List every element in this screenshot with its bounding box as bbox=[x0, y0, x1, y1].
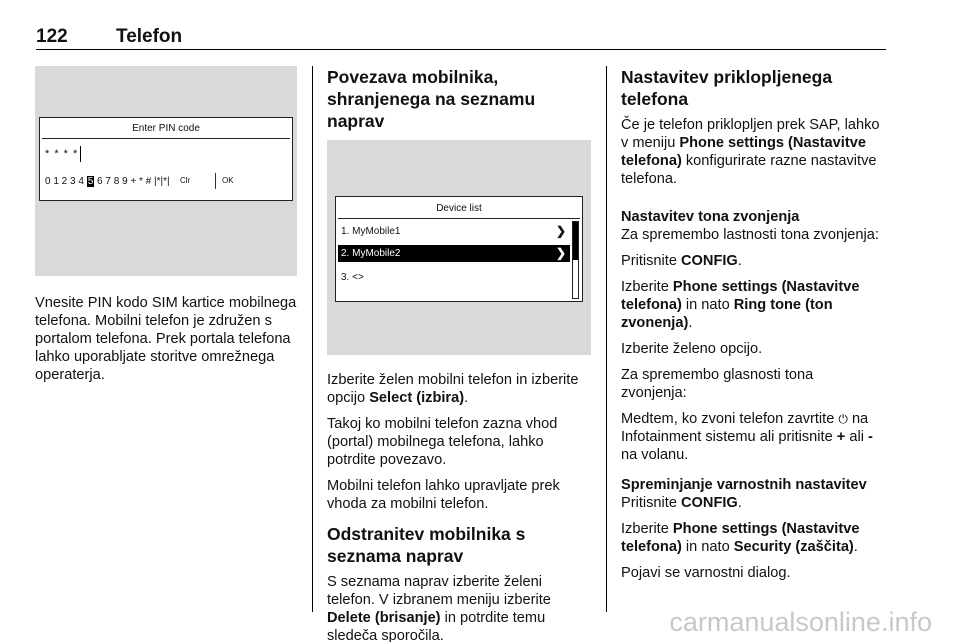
pin-keypad: 0 1 2 3 4 5 6 7 8 9 + * # |*|*| bbox=[45, 176, 170, 187]
device-list-title: Device list bbox=[436, 203, 482, 214]
divider bbox=[338, 218, 580, 219]
device-list-item: 1. MyMobile1 ❯ bbox=[341, 224, 566, 238]
column-divider bbox=[312, 66, 313, 612]
device-list-screen-image bbox=[327, 140, 591, 355]
selected-key: 5 bbox=[87, 176, 94, 187]
pin-entry-field: * * * * bbox=[45, 146, 81, 162]
paragraph: Za spremembo glasnosti tona zvonjenja: bbox=[621, 367, 814, 401]
divider bbox=[215, 173, 216, 189]
chapter-title: Telefon bbox=[116, 26, 183, 47]
paragraph: Če je telefon priklopljen prek SAP, lahko v meniju Phone settings (Nastavitve telefona) konfigurirate razne nastavitve telefona. bbox=[621, 117, 880, 187]
paragraph: Izberite želeno opcijo. bbox=[621, 341, 763, 357]
subheading: Nastavitev tona zvonjenja bbox=[621, 209, 800, 225]
pin-dialog bbox=[39, 117, 293, 201]
paragraph: Izberite Phone settings (Nastavitve telefona) in nato Ring tone (ton zvonenja). bbox=[621, 279, 860, 331]
subheading: Spreminjanje varnostnih nastavitev bbox=[621, 477, 867, 493]
pin-dialog-title: Enter PIN code bbox=[132, 123, 200, 134]
paragraph: Pojavi se varnostni dialog. bbox=[621, 565, 791, 581]
watermark: carmanualsonline.info bbox=[669, 607, 932, 637]
header-rule bbox=[36, 49, 886, 50]
section-heading: Nastavitev priklopljenega telefona bbox=[621, 67, 833, 109]
paragraph: Medtem, ko zvoni telefon zavrtite ⏻ na Infotainment sistemu ali pritisnite + ali - na volanu. bbox=[621, 411, 873, 463]
paragraph: Pritisnite CONFIG. bbox=[621, 253, 742, 269]
paragraph: S seznama naprav izberite želeni telefon. V izbranem meniju izberite Delete (brisanje) in potrdite temu sledeča sporočila. bbox=[327, 574, 551, 642]
divider bbox=[42, 138, 290, 139]
paragraph: Pritisnite CONFIG. bbox=[621, 495, 742, 511]
column-2 bbox=[327, 66, 591, 642]
section-heading: Odstranitev mobilnika s seznama naprav bbox=[327, 524, 526, 566]
page-number: 122 bbox=[36, 26, 68, 47]
scrollbar-thumb bbox=[573, 222, 578, 260]
ok-key: OK bbox=[222, 176, 234, 185]
column-1 bbox=[35, 66, 297, 392]
paragraph: Takoj ko mobilni telefon zazna vhod (portal) mobilnega telefona, lahko potrdite povezavo. bbox=[327, 416, 558, 468]
device-list-dialog bbox=[335, 196, 583, 302]
paragraph: Mobilni telefon lahko upravljate prek vhoda za mobilni telefon. bbox=[327, 478, 560, 512]
paragraph: Izberite Phone settings (Nastavitve telefona) in nato Security (zaščita). bbox=[621, 521, 860, 555]
device-list-item: 3. <> bbox=[341, 272, 364, 283]
paragraph: Vnesite PIN kodo SIM kartice mobilnega telefona. Mobilni telefon je združen s portalom telefona. Prek portala telefona lahko uporabljate storitve omrežnega operaterja. bbox=[35, 295, 297, 383]
device-list-item-selected: 2. MyMobile2 ❯ bbox=[338, 245, 570, 262]
column-divider bbox=[606, 66, 607, 612]
chevron-right-icon: ❯ bbox=[555, 246, 566, 260]
column-3 bbox=[621, 66, 883, 590]
chevron-right-icon: ❯ bbox=[555, 224, 566, 238]
paragraph: Izberite želen mobilni telefon in izberite opcijo Select (izbira). bbox=[327, 372, 579, 406]
clear-key: Clr bbox=[180, 176, 191, 185]
paragraph: Za spremembo lastnosti tona zvonjenja: bbox=[621, 227, 879, 243]
pin-entry-screen-image bbox=[35, 66, 297, 276]
scrollbar bbox=[572, 221, 579, 299]
power-knob-icon: ⏻ bbox=[838, 412, 848, 426]
section-heading: Povezava mobilnika, shranjenega na seznamu naprav bbox=[327, 67, 536, 131]
